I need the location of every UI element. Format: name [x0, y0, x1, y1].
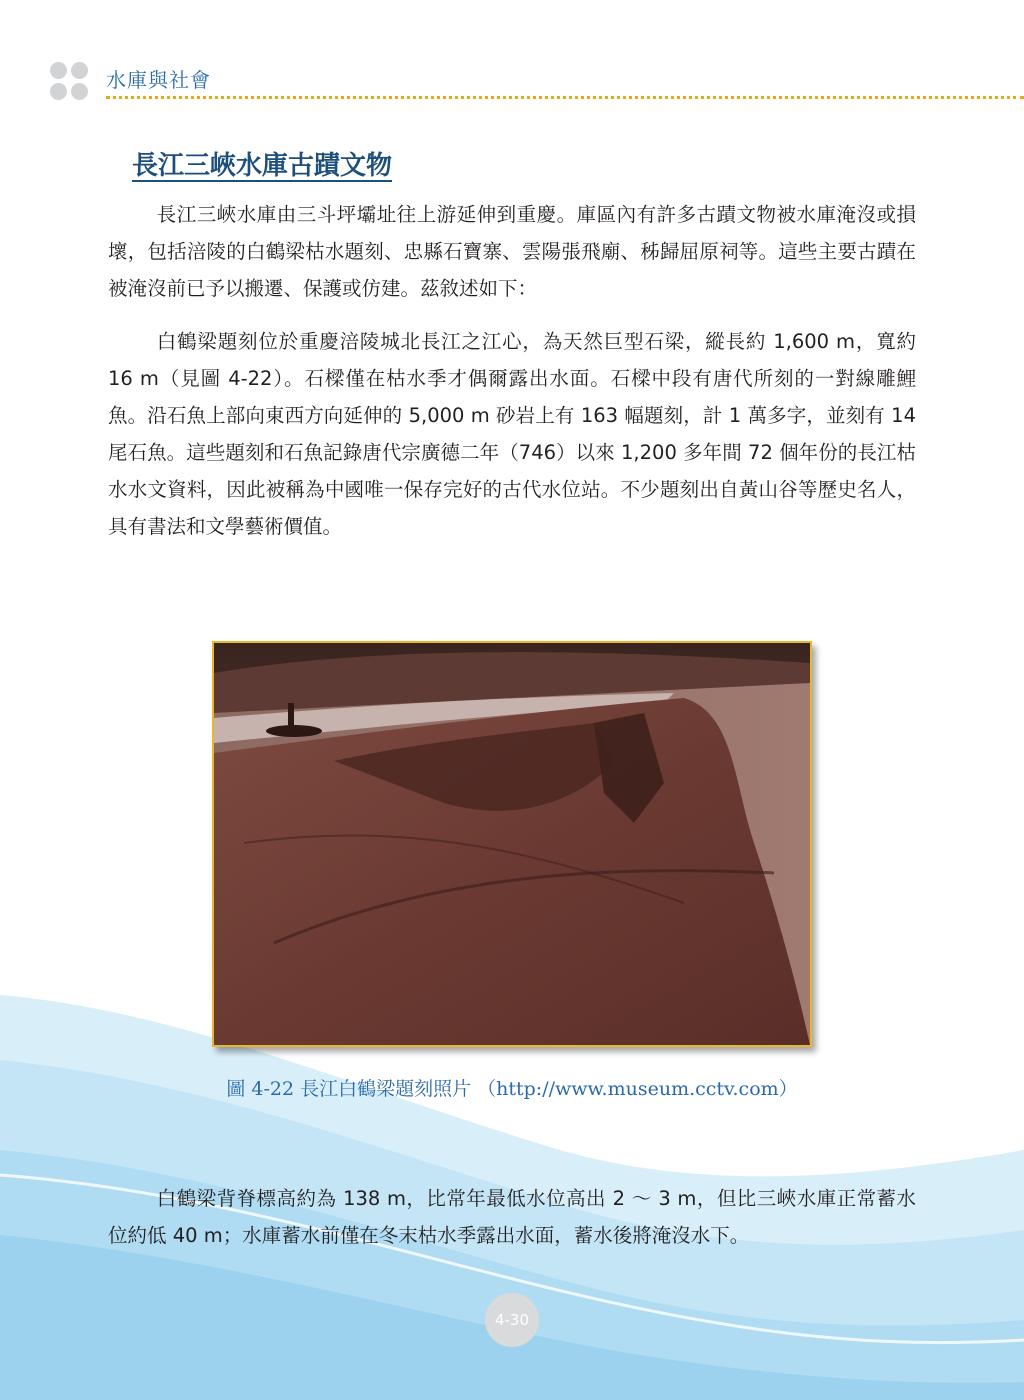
paragraph-elevation: 白鶴梁背脊標高約為 138 m，比常年最低水位高出 2 ～ 3 m，但比三峽水庫正常蓄水位約低 40 m；水庫蓄水前僅在冬末枯水季露出水面，蓄水後將淹沒水下。	[108, 1187, 916, 1247]
header-dotted-rule	[106, 96, 1024, 99]
page-number-badge	[485, 1293, 539, 1347]
rock-ridge-photo	[214, 643, 810, 1045]
paragraph-intro: 長江三峽水庫由三斗坪壩址往上游延伸到重慶。庫區內有許多古蹟文物被水庫淹沒或損壞，包括涪陵的白鶴梁枯水題刻、忠縣石寶寨、雲陽張飛廟、秭歸屈原祠等。這些主要古蹟在被淹沒前已予以搬遷、保護或仿建。茲敘述如下：	[108, 203, 916, 300]
header-section-title: 水庫與社會	[106, 68, 211, 92]
running-header	[50, 62, 1024, 102]
paragraph-baiheliang: 白鶴梁題刻位於重慶涪陵城北長江之江心，為天然巨型石梁，縱長約 1,600 m，寬約 16 m（見圖 4-22）。石樑僅在枯水季才偶爾露出水面。石樑中段有唐代所刻的一對線雕鯉魚。沿石魚上部向東西方向延伸的 5,000 m 砂岩上有 163 幅題刻，計 1 萬多字，並刻有 14 尾石魚。這些題刻和石魚記錄唐代宗廣德二年（746）以來 1,200 多年間 72 個年份的長江枯水水文資料，因此被稱為中國唯一保存完好的古代水位站。不少題刻出自黃山谷等歷史名人，具有書法和文學藝術價值。	[108, 330, 916, 538]
page-number: 4-30	[494, 1311, 530, 1329]
figure-photo-baiheliang	[212, 641, 812, 1047]
article-title: 長江三峽水庫古蹟文物	[132, 151, 393, 181]
figure-caption: 圖 4-22 長江白鶴梁題刻照片 （http://www.museum.cctv.com）	[226, 1078, 798, 1100]
header-dots-logo	[50, 62, 94, 102]
